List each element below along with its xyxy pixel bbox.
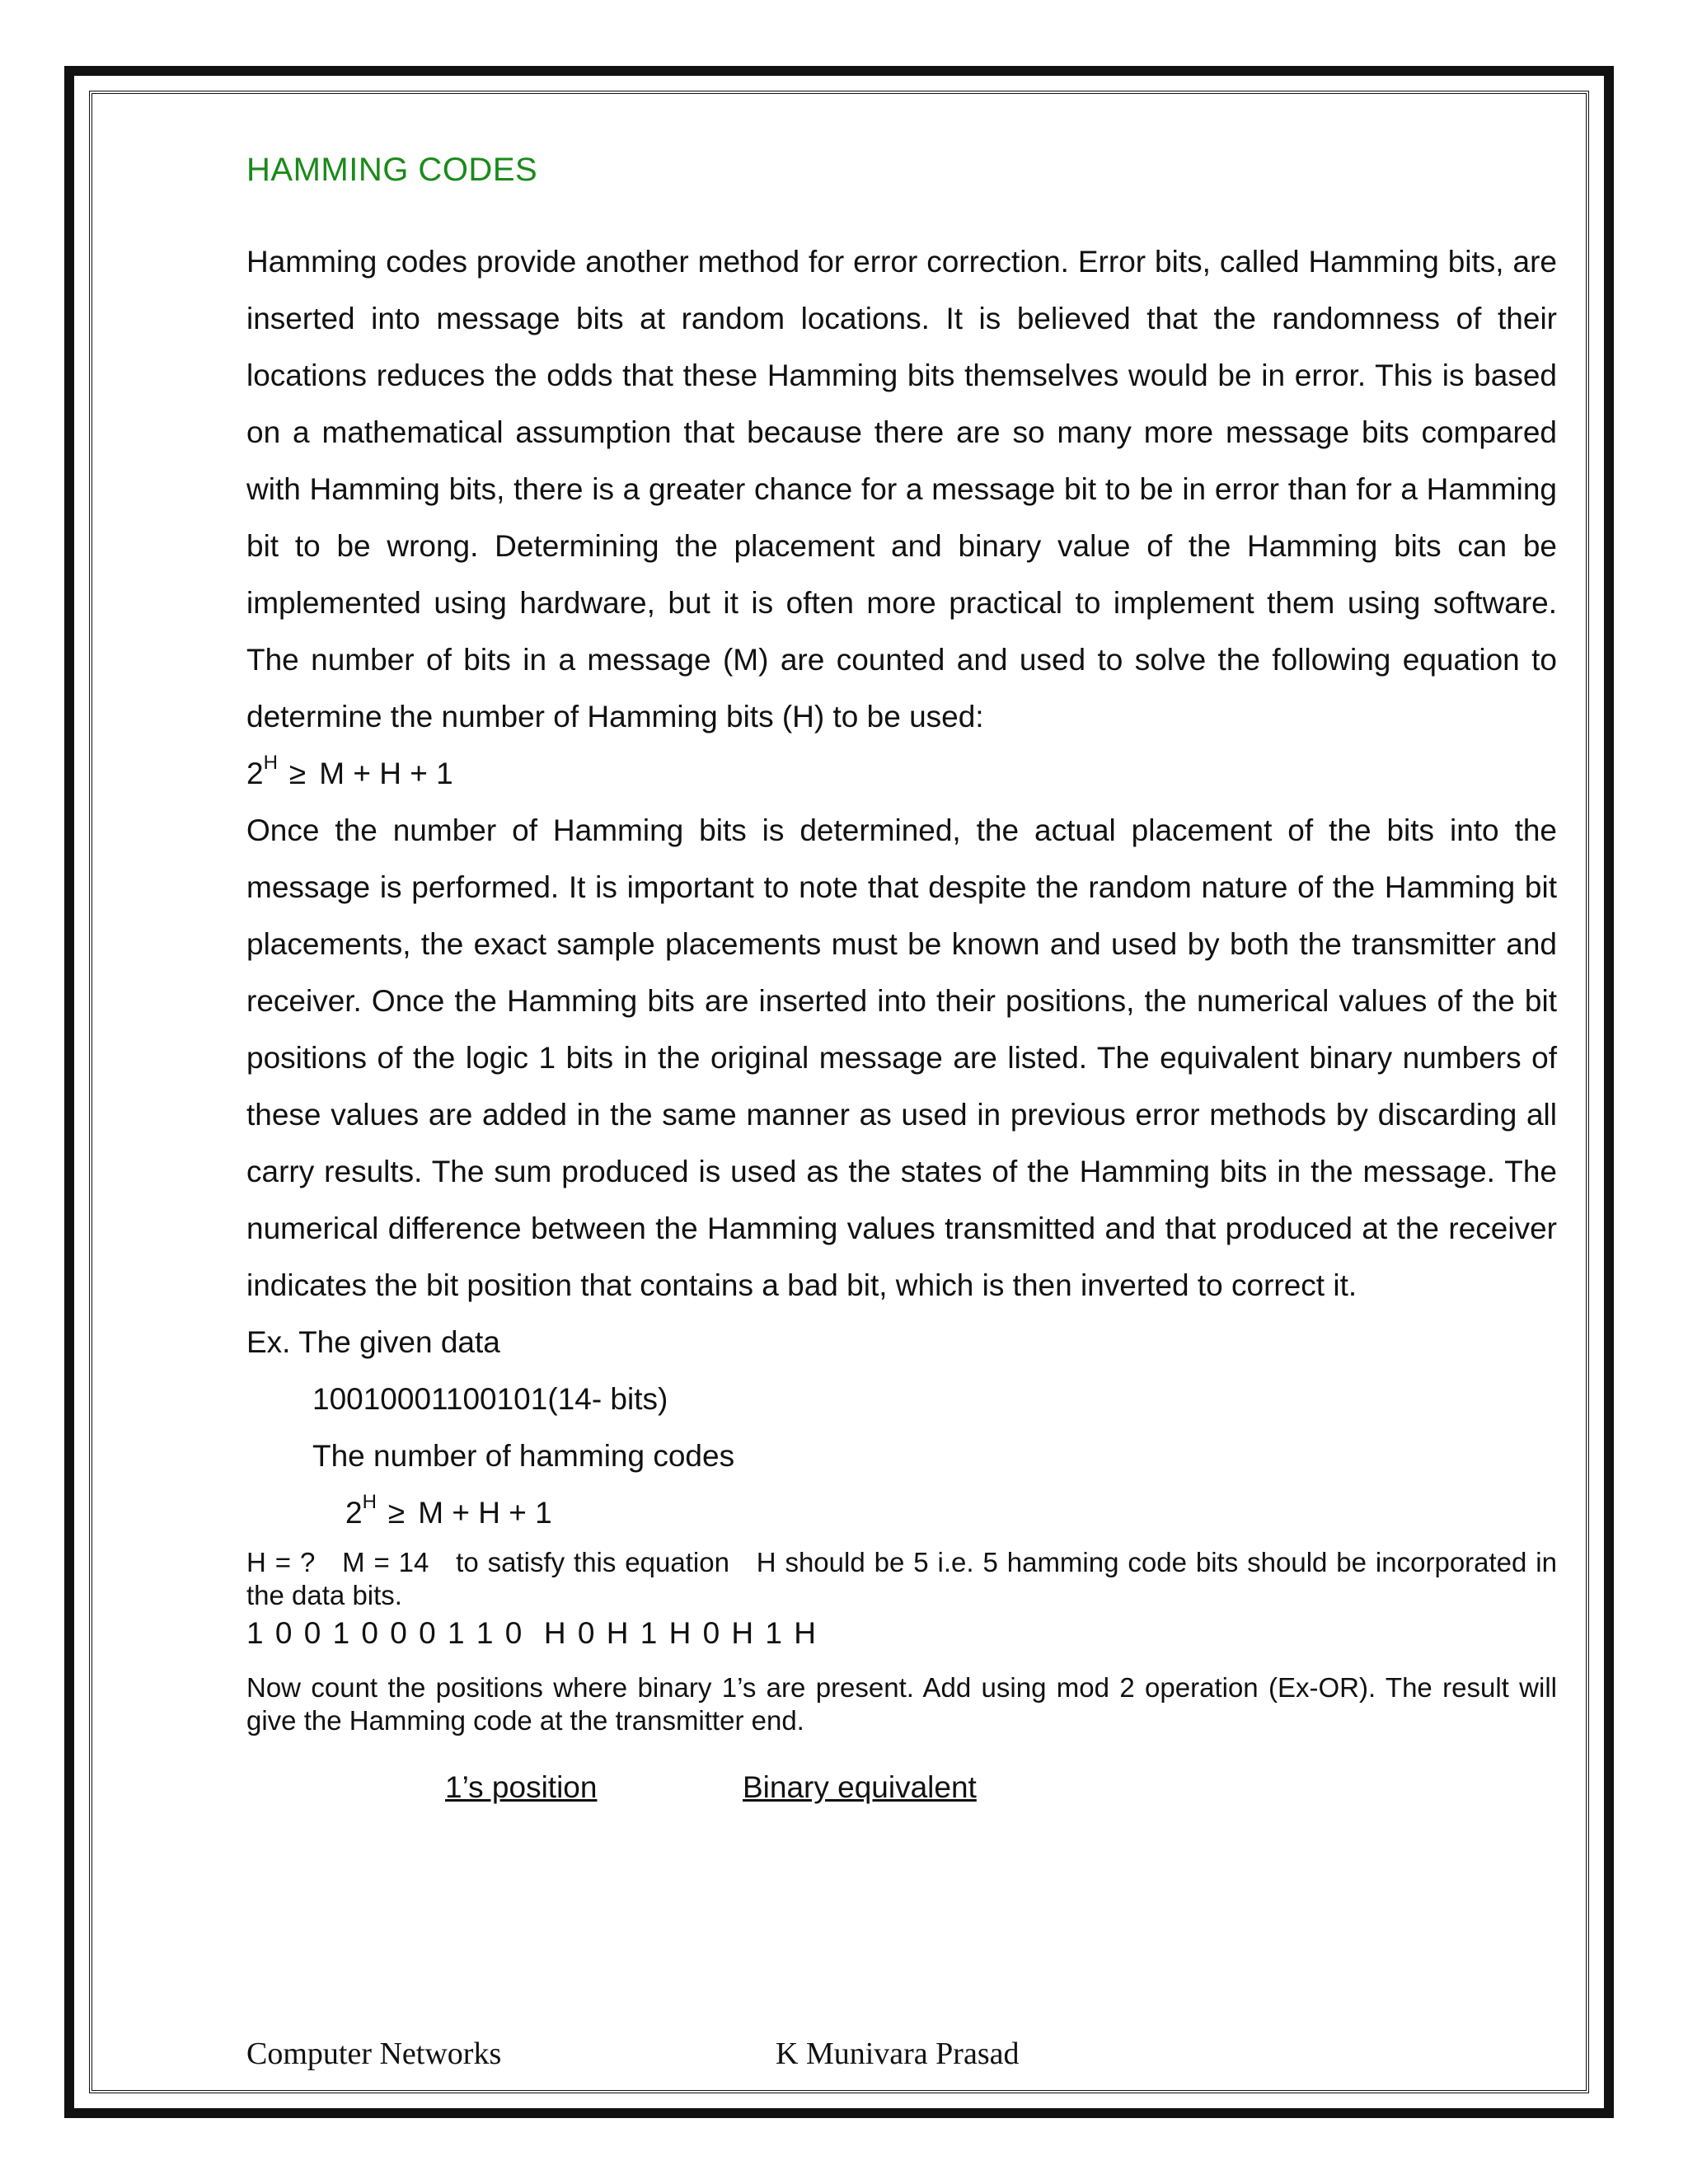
column-header-position: 1’s position [445,1770,598,1804]
example-equation-operator: ≥ [387,1496,406,1530]
table-header-row [246,1770,1557,1828]
section-title: HAMMING CODES [246,152,538,188]
example-equation-rhs: M + H + 1 [418,1496,552,1530]
bit-layout: 1 0 0 1 0 0 0 1 1 0 H 0 H 1 H 0 H 1 H [246,1616,818,1650]
page-content [246,140,1565,1828]
example-codes-label: The number of hamming codes [312,1439,735,1473]
example-intro: Ex. The given data [246,1325,500,1359]
example-equation-base: 2 [345,1496,363,1530]
equation-base: 2 [246,757,264,790]
example-equation-exponent: H [362,1491,377,1513]
intro-paragraph: Hamming codes provide another method for error correction. Error bits, called Hamming bits, are inserted into message bits at random locations. It is believed that the randomness of their locations reduces the odds that these Hamming bits themselves would be in error. This is based on a mathematical assumption that because there are so many more message bits compared with Hamming bits, there is a greater chance for a message bit to be in error than for a Hamming bit to be wrong. Determining the placement and binary value of the Hamming bits can be implemented using hardware, but it is often more practical to implement them using software. The number of bits in a message (M) are counted and used to solve the following equation to determine the number of Hamming bits (H) to be used: [246,245,1557,733]
footer-author: K Munivara Prasad [776,2036,1020,2071]
column-header-binary: Binary equivalent [743,1770,977,1804]
hamming-equation [246,745,1557,802]
solve-text: H = ? M = 14 to satisfy this equation H should be 5 i.e. 5 hamming code bits should be incorporated in the data bits. [246,1547,1565,1610]
footer-course: Computer Networks [246,2036,502,2071]
example-data: 10010001100101(14- bits) [312,1382,668,1416]
example-equation [246,1484,1557,1541]
count-text: Now count the positions where binary 1’s are present. Add using mod 2 operation (Ex-OR). The result will give the Hamming code at the transmitter end. [246,1672,1557,1736]
equation-operator: ≥ [288,757,307,790]
equation-exponent: H [263,752,278,774]
equation-rhs: M + H + 1 [319,757,453,790]
placement-paragraph: Once the number of Hamming bits is determined, the actual placement of the bits into the message is performed. It is important to note that despite the random nature of the Hamming bit placements, the exact sample placements must be known and used by both the transmitter and receiver. Once the Hamming bits are inserted into their positions, the numerical values of the bit positions of the logic 1 bits in the original message are listed. The equivalent binary numbers of these values are added in the same manner as used in previous error methods by discarding all carry results. The sum produced is used as the states of the Hamming bits in the message. The numerical difference between the Hamming values transmitted and that produced at the receiver indicates the bit position that contains a bad bit, which is then inverted to correct it. [246,813,1557,1302]
